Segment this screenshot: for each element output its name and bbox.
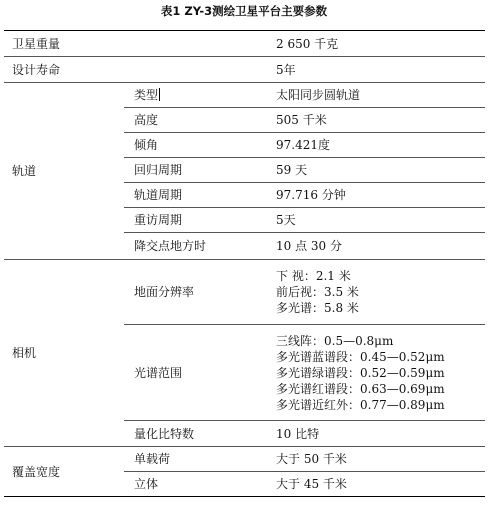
resolution-line: 前后视：3.5 米 xyxy=(276,285,359,299)
resolution-line: 多光谱：5.8 米 xyxy=(276,301,359,315)
spectral-line: 多光谱绿谱段：0.52—0.59μm xyxy=(276,365,445,380)
spectral-line: 三线阵：0.5—0.8μm xyxy=(276,333,394,348)
orbit-period-value: 97.716 分钟 xyxy=(276,188,346,202)
orbit-inclination-value: 97.421度 xyxy=(276,138,330,152)
table-row xyxy=(4,31,485,57)
resolution-value xyxy=(268,260,485,325)
category-coverage: 覆盖宽度 xyxy=(12,464,61,479)
resolution-line: 下 视：2.1 米 xyxy=(276,269,351,283)
category-orbit: 轨道 xyxy=(12,164,37,178)
row-value-life: 5年 xyxy=(276,62,296,77)
orbit-type-value: 太阳同步圆轨道 xyxy=(276,88,361,102)
spectral-line: 多光谱蓝谱段：0.45—0.52μm xyxy=(276,349,445,364)
row-label-life: 设计寿命 xyxy=(12,62,61,77)
table-row xyxy=(4,83,485,108)
spectral-line: 多光谱红谱段：0.63—0.69μm xyxy=(276,381,445,396)
quantization-value: 10 比特 xyxy=(276,426,320,441)
orbit-inclination-label: 倾角 xyxy=(134,138,159,152)
orbit-revisit-value: 5天 xyxy=(276,213,296,227)
text-cursor xyxy=(159,88,160,101)
table-row xyxy=(4,447,485,472)
orbit-revisit-label: 重访周期 xyxy=(134,213,183,227)
spectral-line: 多光谱近红外：0.77—0.89μm xyxy=(276,397,445,412)
orbit-altitude-label: 高度 xyxy=(134,113,159,127)
coverage-stereo-label: 立体 xyxy=(134,477,159,491)
quantization-label: 量化比特数 xyxy=(134,426,195,441)
spectral-label: 光谱范围 xyxy=(134,365,183,380)
row-label-weight: 卫星重量 xyxy=(12,36,61,51)
orbit-type-label: 类型 xyxy=(134,88,159,102)
orbit-node-time-value: 10 点 30 分 xyxy=(276,239,342,253)
coverage-single-value: 大于 50 千米 xyxy=(276,452,347,466)
coverage-single-label: 单载荷 xyxy=(134,452,171,466)
orbit-altitude-value: 505 千米 xyxy=(276,113,327,127)
orbit-node-time-label: 降交点地方时 xyxy=(134,239,207,253)
table-row xyxy=(4,260,485,325)
resolution-label: 地面分辨率 xyxy=(134,285,195,299)
parameters-table xyxy=(4,30,485,497)
spectral-value xyxy=(268,325,485,421)
orbit-recurrence-value: 59 天 xyxy=(276,163,308,177)
row-value-weight: 2 650 千克 xyxy=(276,36,339,51)
coverage-stereo-value: 大于 45 千米 xyxy=(276,477,347,491)
orbit-recurrence-label: 回归周期 xyxy=(134,163,183,177)
table-caption: 表1 ZY-3测绘卫星平台主要参数 xyxy=(160,4,328,18)
category-camera: 相机 xyxy=(12,346,37,360)
orbit-period-label: 轨道周期 xyxy=(134,188,183,202)
table-row xyxy=(4,57,485,83)
